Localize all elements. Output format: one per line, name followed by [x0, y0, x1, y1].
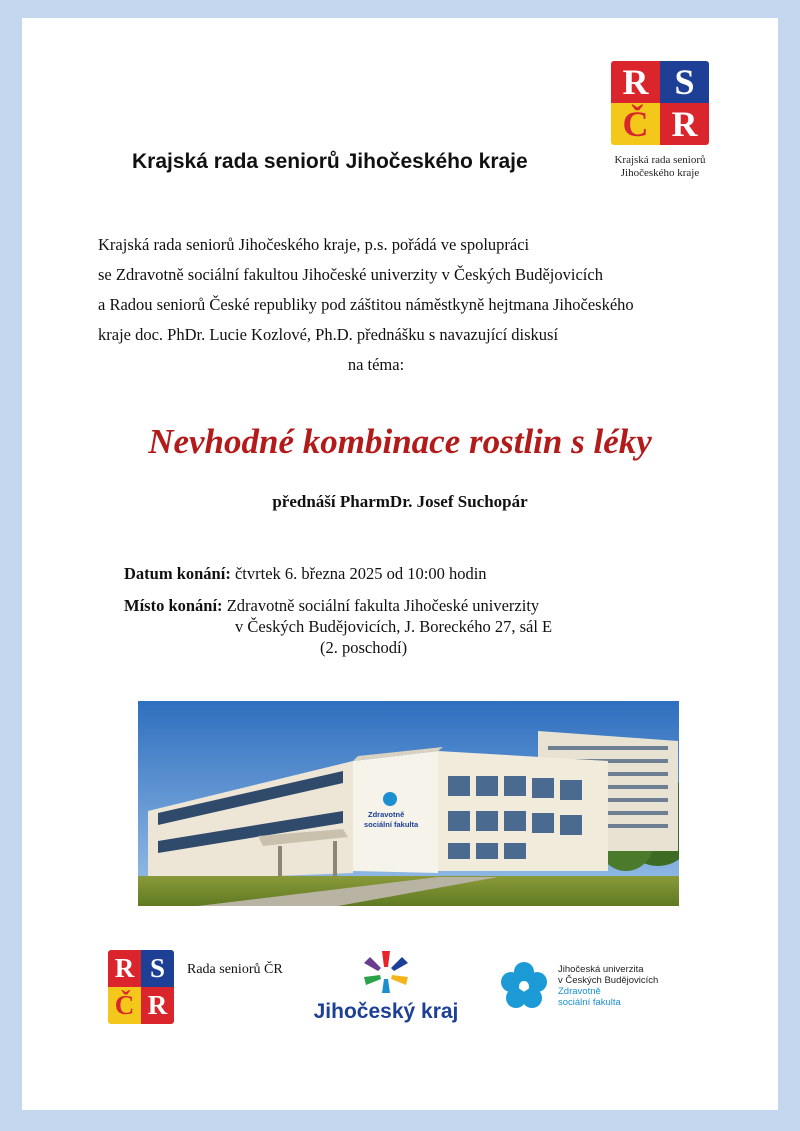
logo-caption-line1: Krajská rada seniorů — [614, 154, 706, 166]
logo-letter-c: Č — [611, 103, 660, 145]
intro-line-4: kraje doc. PhDr. Lucie Kozlové, Ph.D. přednášku s navazující diskusí — [98, 325, 559, 344]
org-title: Krajská rada seniorů Jihočeského kraje — [132, 150, 528, 173]
building-sign-line1: Zdravotně — [368, 810, 405, 819]
place-row — [124, 596, 539, 616]
ju-line2: v Českých Budějovicích — [558, 975, 659, 986]
lecturer: přednáší PharmDr. Josef Suchopár — [272, 492, 528, 511]
place-line2: v Českých Budějovicích, J. Boreckého 27, sál E — [235, 617, 553, 636]
building-photo — [138, 701, 679, 906]
talk-title: Nevhodné kombinace rostlin s léky — [148, 422, 652, 461]
ju-line3: Zdravotně — [558, 986, 601, 997]
logo-caption — [598, 154, 722, 180]
poster-page — [22, 18, 778, 1110]
rscr-logo-top — [611, 61, 709, 145]
date-row — [124, 564, 487, 584]
place-label: Místo konání: — [124, 596, 223, 615]
jck-label: Jihočeský kraj — [313, 1000, 459, 1023]
logo-letter-s: S — [660, 61, 709, 103]
rscr-logo-bottom — [108, 950, 174, 1024]
building-sign-line2: sociální fakulta — [364, 820, 419, 829]
intro-line-3: a Radou seniorů České republiky pod záštitou náměstkyně hejtmana Jihočeského — [98, 295, 634, 314]
logo-letter-r2: R — [660, 103, 709, 145]
topic-label: na téma: — [347, 355, 405, 374]
ju-line1: Jihočeská univerzita — [558, 964, 644, 975]
ju-line4: sociální fakulta — [558, 997, 621, 1008]
footer-logo-letter-r2: R — [141, 987, 174, 1024]
intro-line-2: se Zdravotně sociální fakultou Jihočeské univerzity v Českých Budějovicích — [98, 265, 603, 284]
logo-letter-r: R — [611, 61, 660, 103]
date-value: čtvrtek 6. března 2025 od 10:00 hodin — [230, 564, 487, 583]
ju-label — [558, 964, 658, 1008]
building-illustration — [138, 701, 679, 906]
intro-line-1: Krajská rada seniorů Jihočeského kraje, p.s. pořádá ve spolupráci — [98, 235, 530, 254]
date-label: Datum konání: — [124, 564, 231, 583]
intro-text — [98, 230, 738, 380]
place-line1: Zdravotně sociální fakulta Jihočeské univerzity — [222, 596, 540, 615]
footer-logo-letter-s: S — [141, 950, 174, 987]
rada-label: Rada seniorů ČR — [187, 962, 283, 977]
place-line3: (2. poschodí) — [320, 638, 408, 657]
logo-caption-line2: Jihočeského kraje — [620, 167, 700, 179]
forget-me-not-icon — [500, 962, 548, 1010]
footer-logo-letter-r: R — [108, 950, 141, 987]
footer-logo-letter-c: Č — [108, 987, 141, 1024]
